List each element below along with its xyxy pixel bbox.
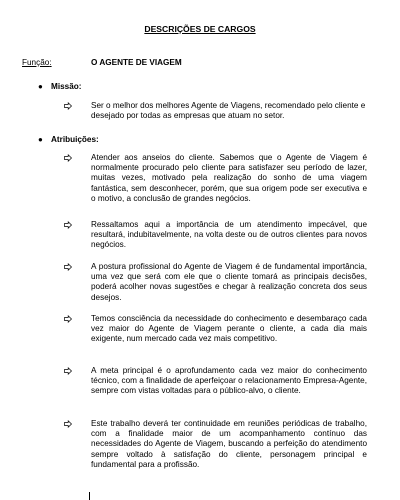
atribuicoes-paragraph: Atender aos anseios do cliente. Sabemos que o Agente de Viagem é normalmente procurado pelo cliente para satisfazer seu período de lazer, muitas vezes, motivado pela realização do sonho de uma viagem fantástica, sem desconhecer, porém, que sua origem pode ser executiva e o motivo, a conclusão de grandes negócios. (91, 153, 367, 203)
section-title-atribuicoes: Atribuições: (51, 135, 99, 144)
missao-paragraph: Ser o melhor dos melhores Agente de Viagens, recomendado pelo cliente e desejado por todas as empresas que atuam no setor. (91, 101, 366, 121)
section-title-missao: Missão: (51, 82, 82, 91)
funcao-value: O AGENTE DE VIAGEM (91, 58, 182, 67)
atribuicoes-paragraph: Temos consciência da necessidade do conhecimento e desembaraço cada vez maior do Agente de Viagem perante o cliente, a cada dia mais exigente, num mercado cada vez mais competitivo. (91, 314, 367, 344)
arrow-right-icon (64, 263, 72, 271)
arrow-right-icon (64, 420, 72, 428)
arrow-right-icon (64, 154, 72, 162)
atribuicoes-paragraph: A postura profissional do Agente de Viagem é de fundamental importância, uma vez que será com ele que o cliente tomará as principais decisões, poderá acolher novas sugestões e chegar à realização concreta dos seus desejos. (91, 262, 367, 302)
funcao-label: Função: (22, 58, 52, 67)
arrow-right-icon (64, 315, 72, 323)
arrow-right-icon (64, 102, 72, 110)
atribuicoes-paragraph: Este trabalho deverá ter continuidade em reuniões periódicas de trabalho, com a finalidade maior de um acompanhamento contínuo das necessidades do Agente de Viagem, buscando a perfeição do atendimento sempre voltado à satisfação do cliente, personagem principal e fundamental para a profissão. (91, 419, 367, 469)
arrow-right-icon (64, 367, 72, 375)
bullet-icon: ● (38, 135, 43, 144)
page-edge-mark (89, 492, 90, 500)
document-title: DESCRIÇÕES DE CARGOS (144, 24, 256, 34)
atribuicoes-paragraph: Ressaltamos aqui a importância de um atendimento impecável, que resultará, indubitavelmente, na volta deste ou de outros clientes para novos negócios. (91, 220, 367, 250)
arrow-right-icon (64, 221, 72, 229)
bullet-icon: ● (38, 82, 43, 91)
atribuicoes-paragraph: A meta principal é o aprofundamento cada vez maior do conhecimento técnico, com a finalidade de aperfeiçoar o relacionamento Empresa-Agente, sempre com vistas voltadas para o público-alvo, o cliente. (91, 366, 367, 396)
